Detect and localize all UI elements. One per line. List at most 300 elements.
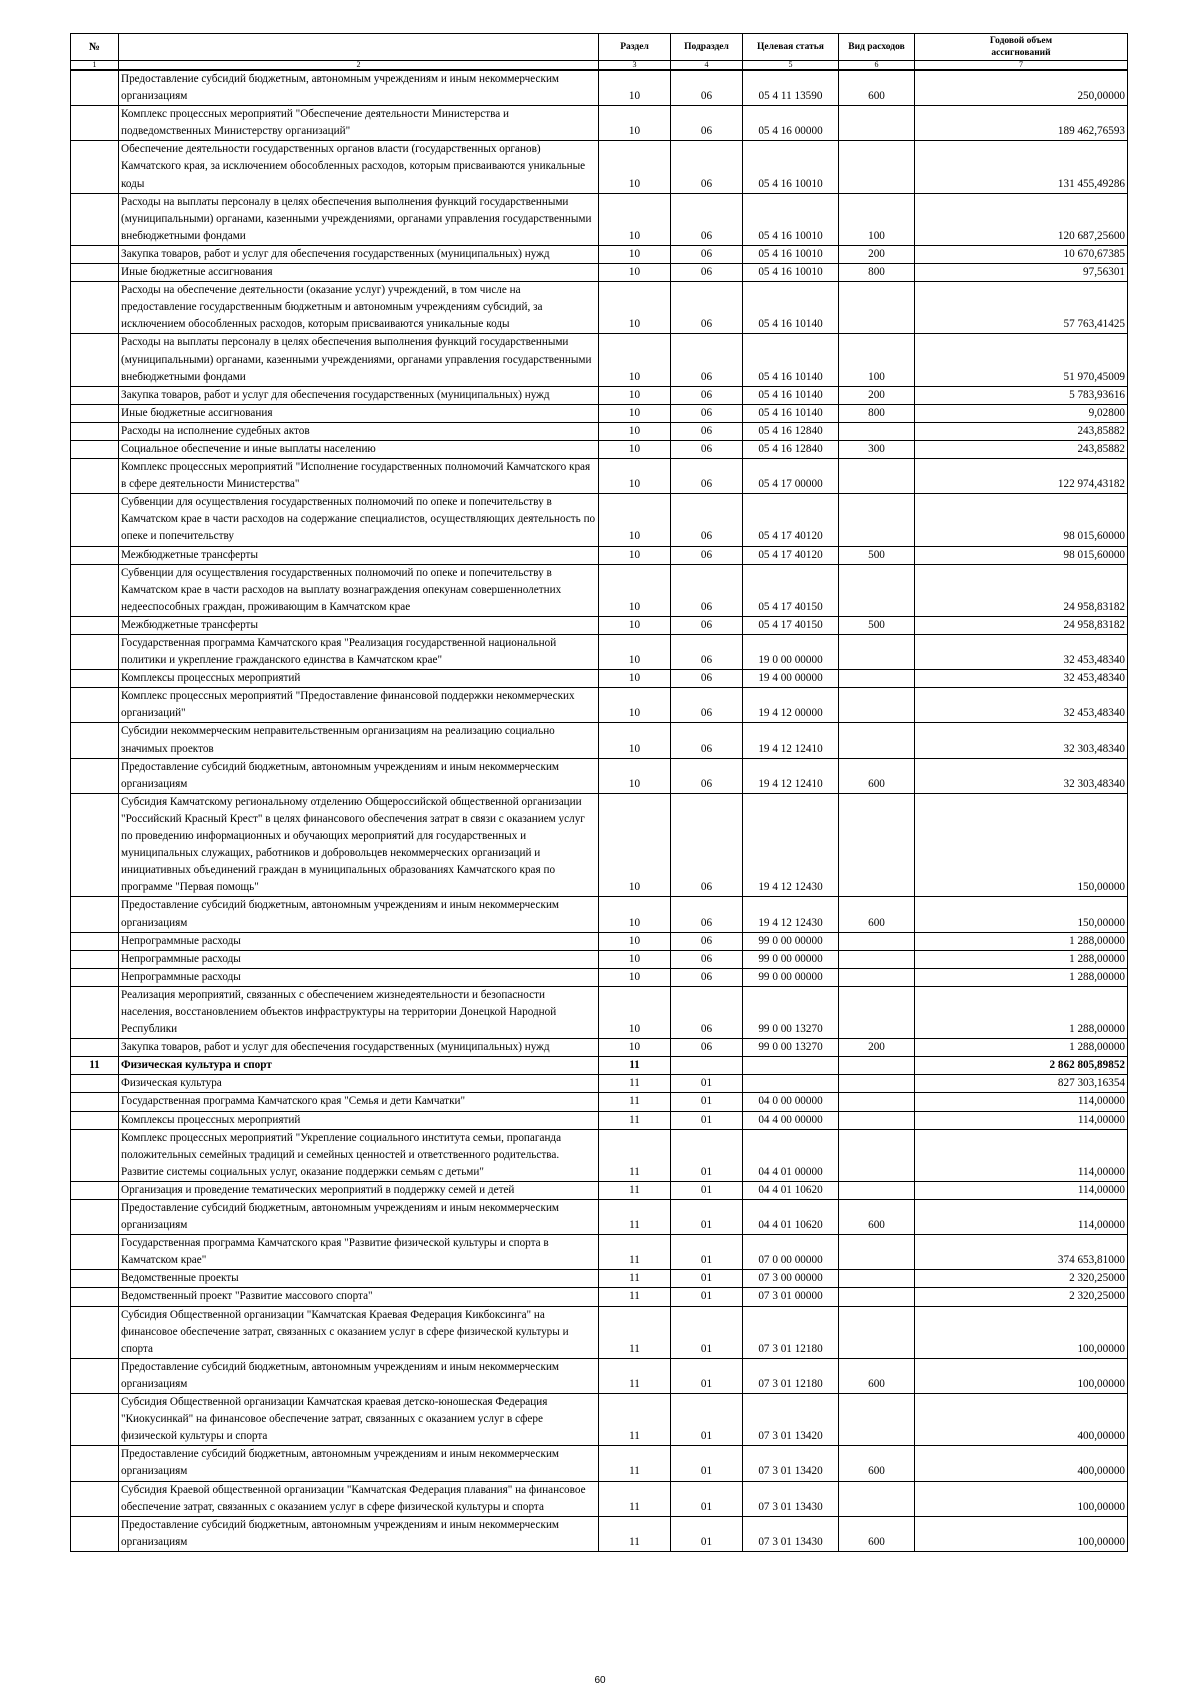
row-subsection-cell: 06: [671, 564, 743, 616]
row-subsection-cell: 06: [671, 986, 743, 1038]
row-name-cell: Расходы на выплаты персоналу в целях обеспечения выполнения функций государственными (муниципальными) органами, казенными учреждениями, органами управления государственными внебюджетными фондами: [119, 334, 599, 386]
row-number-cell: [71, 1516, 119, 1551]
row-subsection-cell: 06: [671, 245, 743, 263]
table-row: [71, 1481, 1128, 1516]
table-row: [71, 670, 1128, 688]
row-target-cell: 07 3 01 13430: [743, 1516, 839, 1551]
row-expense-type-cell: [839, 1306, 915, 1358]
row-number-cell: [71, 635, 119, 670]
row-amount-cell: 114,00000: [915, 1129, 1128, 1181]
row-number-cell: [71, 1200, 119, 1235]
row-target-cell: 05 4 17 40120: [743, 494, 839, 546]
row-number-cell: [71, 1394, 119, 1446]
row-target-cell: 04 4 00 00000: [743, 1111, 839, 1129]
row-number-cell: [71, 1235, 119, 1270]
row-number-cell: [71, 793, 119, 897]
row-target-cell: 19 4 12 12430: [743, 793, 839, 897]
row-section-cell: 10: [599, 459, 671, 494]
row-expense-type-cell: [839, 1235, 915, 1270]
row-amount-cell: 57 763,41425: [915, 282, 1128, 334]
row-expense-type-cell: [839, 1481, 915, 1516]
table-row: [71, 494, 1128, 546]
row-subsection-cell: 01: [671, 1358, 743, 1393]
row-subsection-cell: 06: [671, 264, 743, 282]
row-number-cell: 11: [71, 1057, 119, 1075]
table-row: [71, 758, 1128, 793]
row-expense-type-cell: 200: [839, 1039, 915, 1057]
row-section-cell: 11: [599, 1093, 671, 1111]
row-amount-cell: 100,00000: [915, 1516, 1128, 1551]
row-target-cell: 07 3 01 12180: [743, 1306, 839, 1358]
row-subsection-cell: 06: [671, 968, 743, 986]
row-expense-type-cell: 600: [839, 1200, 915, 1235]
table-row: [71, 897, 1128, 932]
table-row: [71, 1358, 1128, 1393]
table-row: [71, 1288, 1128, 1306]
row-name-cell: Непрограммные расходы: [119, 932, 599, 950]
row-name-cell: Субвенции для осуществления государственных полномочий по опеке и попечительству в Камчатском крае в части расходов на содержание специалистов, осуществляющих деятельность по опеке и попечительству: [119, 494, 599, 546]
row-number-cell: [71, 264, 119, 282]
row-subsection-cell: 01: [671, 1200, 743, 1235]
row-subsection-cell: 06: [671, 459, 743, 494]
table-row: [71, 1093, 1128, 1111]
row-amount-cell: 120 687,25600: [915, 193, 1128, 245]
row-section-cell: 10: [599, 986, 671, 1038]
row-name-cell: Обеспечение деятельности государственных органов власти (государственных органов) Камчатского края, за исключением обособленных расходов, которым присваиваются уникальные коды: [119, 141, 599, 193]
row-expense-type-cell: [839, 932, 915, 950]
row-name-cell: Организация и проведение тематических мероприятий в поддержку семей и детей: [119, 1181, 599, 1199]
row-name-cell: Закупка товаров, работ и услуг для обеспечения государственных (муниципальных) нужд: [119, 1039, 599, 1057]
row-expense-type-cell: [839, 459, 915, 494]
row-amount-cell: 100,00000: [915, 1306, 1128, 1358]
row-section-cell: 10: [599, 897, 671, 932]
row-number-cell: [71, 897, 119, 932]
row-expense-type-cell: [839, 422, 915, 440]
row-expense-type-cell: 600: [839, 758, 915, 793]
row-number-cell: [71, 546, 119, 564]
row-number-cell: [71, 1075, 119, 1093]
header-expense-type: Вид расходов: [839, 34, 915, 61]
row-expense-type-cell: [839, 968, 915, 986]
table-row: [71, 245, 1128, 263]
row-target-cell: 05 4 17 40120: [743, 546, 839, 564]
row-amount-cell: 400,00000: [915, 1446, 1128, 1481]
row-target-cell: 05 4 17 00000: [743, 459, 839, 494]
row-target-cell: 04 4 01 00000: [743, 1129, 839, 1181]
budget-table-sheet: [70, 33, 1127, 1552]
row-section-cell: 10: [599, 70, 671, 106]
row-amount-cell: 243,85882: [915, 422, 1128, 440]
row-amount-cell: 243,85882: [915, 440, 1128, 458]
row-section-cell: 11: [599, 1057, 671, 1075]
row-amount-cell: 1 288,00000: [915, 968, 1128, 986]
row-subsection-cell: 06: [671, 106, 743, 141]
row-expense-type-cell: [839, 688, 915, 723]
row-amount-cell: 2 320,25000: [915, 1288, 1128, 1306]
header-target: Целевая статья: [743, 34, 839, 61]
row-subsection-cell: 01: [671, 1235, 743, 1270]
table-row: [71, 723, 1128, 758]
table-row: [71, 1235, 1128, 1270]
row-target-cell: 07 3 00 00000: [743, 1270, 839, 1288]
row-amount-cell: 97,56301: [915, 264, 1128, 282]
row-section-cell: 11: [599, 1075, 671, 1093]
row-target-cell: 99 0 00 00000: [743, 932, 839, 950]
row-target-cell: 04 4 01 10620: [743, 1181, 839, 1199]
table-row: [71, 334, 1128, 386]
row-amount-cell: 1 288,00000: [915, 1039, 1128, 1057]
row-name-cell: Предоставление субсидий бюджетным, автономным учреждениям и иным некоммерческим организациям: [119, 897, 599, 932]
row-name-cell: Комплексы процессных мероприятий: [119, 670, 599, 688]
row-number-cell: [71, 968, 119, 986]
table-row: [71, 1181, 1128, 1199]
row-section-cell: 10: [599, 422, 671, 440]
row-amount-cell: 114,00000: [915, 1111, 1128, 1129]
row-name-cell: Ведомственный проект "Развитие массового спорта": [119, 1288, 599, 1306]
row-name-cell: Комплексы процессных мероприятий: [119, 1111, 599, 1129]
row-section-cell: 11: [599, 1200, 671, 1235]
row-expense-type-cell: [839, 793, 915, 897]
row-subsection-cell: [671, 1057, 743, 1075]
row-section-cell: 11: [599, 1394, 671, 1446]
row-target-cell: 07 0 00 00000: [743, 1235, 839, 1270]
row-target-cell: 05 4 16 12840: [743, 440, 839, 458]
row-name-cell: Комплекс процессных мероприятий "Предоставление финансовой поддержки некоммерческих организаций": [119, 688, 599, 723]
table-row: [71, 1057, 1128, 1075]
row-expense-type-cell: [839, 986, 915, 1038]
row-subsection-cell: 01: [671, 1181, 743, 1199]
row-subsection-cell: 06: [671, 723, 743, 758]
table-row: [71, 1306, 1128, 1358]
column-number-row: [71, 61, 1128, 71]
row-name-cell: Межбюджетные трансферты: [119, 616, 599, 634]
row-amount-cell: 98 015,60000: [915, 546, 1128, 564]
row-number-cell: [71, 494, 119, 546]
row-number-cell: [71, 616, 119, 634]
row-section-cell: 10: [599, 494, 671, 546]
row-name-cell: Закупка товаров, работ и услуг для обеспечения государственных (муниципальных) нужд: [119, 386, 599, 404]
column-number: 5: [743, 61, 839, 71]
table-row: [71, 564, 1128, 616]
row-amount-cell: 32 303,48340: [915, 723, 1128, 758]
row-subsection-cell: 06: [671, 897, 743, 932]
column-number: 2: [119, 61, 599, 71]
row-expense-type-cell: 500: [839, 546, 915, 564]
row-name-cell: Комплекс процессных мероприятий "Обеспечение деятельности Министерства и подведомственных Министерству организаций": [119, 106, 599, 141]
row-expense-type-cell: [839, 1129, 915, 1181]
row-target-cell: 05 4 16 10140: [743, 404, 839, 422]
table-row: [71, 70, 1128, 106]
row-number-cell: [71, 1358, 119, 1393]
row-amount-cell: 150,00000: [915, 897, 1128, 932]
row-number-cell: [71, 459, 119, 494]
row-subsection-cell: 01: [671, 1446, 743, 1481]
row-subsection-cell: 06: [671, 758, 743, 793]
row-name-cell: Комплекс процессных мероприятий "Исполнение государственных полномочий Камчатского края в сфере деятельности Министерства": [119, 459, 599, 494]
column-number: 1: [71, 61, 119, 71]
row-amount-cell: 189 462,76593: [915, 106, 1128, 141]
row-subsection-cell: 06: [671, 1039, 743, 1057]
budget-table: [70, 33, 1128, 1552]
row-section-cell: 11: [599, 1129, 671, 1181]
row-name-cell: Расходы на обеспечение деятельности (оказание услуг) учреждений, в том числе на предоставление государственным бюджетным и автономным учреждениям субсидий, за исключением обособленных расходов, которым присваиваются уникальные коды: [119, 282, 599, 334]
table-row: [71, 1111, 1128, 1129]
row-name-cell: Предоставление субсидий бюджетным, автономным учреждениям и иным некоммерческим организациям: [119, 1446, 599, 1481]
row-amount-cell: 24 958,83182: [915, 564, 1128, 616]
row-section-cell: 11: [599, 1288, 671, 1306]
table-row: [71, 1129, 1128, 1181]
row-amount-cell: 32 453,48340: [915, 688, 1128, 723]
table-row: [71, 616, 1128, 634]
row-number-cell: [71, 404, 119, 422]
row-section-cell: 10: [599, 386, 671, 404]
table-row: [71, 404, 1128, 422]
row-name-cell: Непрограммные расходы: [119, 968, 599, 986]
table-row: [71, 1446, 1128, 1481]
row-amount-cell: 1 288,00000: [915, 932, 1128, 950]
table-row: [71, 546, 1128, 564]
header-amount: Годовой объем ассигнований: [915, 34, 1128, 61]
row-name-cell: Социальное обеспечение и иные выплаты населению: [119, 440, 599, 458]
row-number-cell: [71, 723, 119, 758]
row-subsection-cell: 06: [671, 440, 743, 458]
row-expense-type-cell: 100: [839, 193, 915, 245]
row-amount-cell: 250,00000: [915, 70, 1128, 106]
row-amount-cell: 1 288,00000: [915, 986, 1128, 1038]
row-expense-type-cell: [839, 1394, 915, 1446]
row-target-cell: 19 4 00 00000: [743, 670, 839, 688]
table-row: [71, 1270, 1128, 1288]
row-target-cell: 07 3 01 12180: [743, 1358, 839, 1393]
row-expense-type-cell: 100: [839, 334, 915, 386]
row-amount-cell: 100,00000: [915, 1358, 1128, 1393]
row-section-cell: 10: [599, 793, 671, 897]
row-amount-cell: 150,00000: [915, 793, 1128, 897]
header-subsection: Подраздел: [671, 34, 743, 61]
table-row: [71, 193, 1128, 245]
row-section-cell: 11: [599, 1481, 671, 1516]
row-expense-type-cell: 300: [839, 440, 915, 458]
row-subsection-cell: 01: [671, 1394, 743, 1446]
row-name-cell: Государственная программа Камчатского края "Развитие физической культуры и спорта в Камчатском крае": [119, 1235, 599, 1270]
row-name-cell: Ведомственные проекты: [119, 1270, 599, 1288]
row-section-cell: 10: [599, 950, 671, 968]
row-number-cell: [71, 950, 119, 968]
row-expense-type-cell: 600: [839, 897, 915, 932]
row-number-cell: [71, 440, 119, 458]
table-row: [71, 264, 1128, 282]
row-name-cell: Субсидия Общественной организации Камчатская краевая детско-юношеская Федерация "Киокусинкай" на финансовое обеспечение затрат, связанных с оказанием услуг в сфере физической культуры и спорта: [119, 1394, 599, 1446]
row-name-cell: Субсидия Камчатскому региональному отделению Общероссийской общественной организации "Российский Красный Крест" в целях финансового обеспечения затрат в связи с оказанием услуг по проведению информационных и обучающих мероприятий для государственных и муниципальных служащих, работников и добровольцев некоммерческих организаций и инициативных объединений граждан в муниципальных образованиях Камчатского края по программе "Первая помощь": [119, 793, 599, 897]
row-name-cell: Предоставление субсидий бюджетным, автономным учреждениям и иным некоммерческим организациям: [119, 1358, 599, 1393]
row-section-cell: 11: [599, 1270, 671, 1288]
row-amount-cell: 374 653,81000: [915, 1235, 1128, 1270]
row-amount-cell: 131 455,49286: [915, 141, 1128, 193]
row-name-cell: Непрограммные расходы: [119, 950, 599, 968]
row-subsection-cell: 06: [671, 334, 743, 386]
row-amount-cell: 1 288,00000: [915, 950, 1128, 968]
table-row: [71, 968, 1128, 986]
row-section-cell: 10: [599, 968, 671, 986]
row-expense-type-cell: [839, 635, 915, 670]
table-row: [71, 459, 1128, 494]
row-section-cell: 11: [599, 1181, 671, 1199]
header-section: Раздел: [599, 34, 671, 61]
row-number-cell: [71, 758, 119, 793]
row-section-cell: 10: [599, 440, 671, 458]
table-row: [71, 1200, 1128, 1235]
row-expense-type-cell: 600: [839, 1358, 915, 1393]
row-subsection-cell: 01: [671, 1481, 743, 1516]
row-name-cell: Субвенции для осуществления государственных полномочий по опеке и попечительству в Камчатском крае в части расходов на выплату вознаграждения опекунам совершеннолетних недееспособных граждан, проживающим в Камчатском крае: [119, 564, 599, 616]
row-target-cell: 05 4 17 40150: [743, 616, 839, 634]
header-name: [119, 34, 599, 61]
row-name-cell: Комплекс процессных мероприятий "Укрепление социального института семьи, пропаганда положительных семейных традиций и семейных ценностей и ответственного родительства. Развитие системы социальных услуг, оказание поддержки семьям с детьми": [119, 1129, 599, 1181]
row-section-cell: 10: [599, 564, 671, 616]
row-target-cell: 05 4 11 13590: [743, 70, 839, 106]
row-expense-type-cell: 200: [839, 245, 915, 263]
row-target-cell: 07 3 01 00000: [743, 1288, 839, 1306]
row-subsection-cell: 01: [671, 1075, 743, 1093]
row-subsection-cell: 06: [671, 282, 743, 334]
table-row: [71, 950, 1128, 968]
row-number-cell: [71, 334, 119, 386]
row-name-cell: Реализация мероприятий, связанных с обеспечением жизнедеятельности и безопасности населения, восстановлением объектов инфраструктуры на территории Донецкой Народной Республики: [119, 986, 599, 1038]
row-amount-cell: 100,00000: [915, 1481, 1128, 1516]
row-expense-type-cell: 600: [839, 1446, 915, 1481]
row-target-cell: 05 4 16 00000: [743, 106, 839, 141]
row-number-cell: [71, 670, 119, 688]
row-subsection-cell: 01: [671, 1129, 743, 1181]
row-target-cell: [743, 1057, 839, 1075]
row-name-cell: Предоставление субсидий бюджетным, автономным учреждениям и иным некоммерческим организациям: [119, 758, 599, 793]
row-expense-type-cell: 800: [839, 404, 915, 422]
row-subsection-cell: 06: [671, 616, 743, 634]
row-amount-cell: 51 970,45009: [915, 334, 1128, 386]
row-amount-cell: 114,00000: [915, 1181, 1128, 1199]
row-section-cell: 11: [599, 1358, 671, 1393]
row-number-cell: [71, 1288, 119, 1306]
table-row: [71, 106, 1128, 141]
row-subsection-cell: 06: [671, 546, 743, 564]
row-subsection-cell: 06: [671, 932, 743, 950]
row-expense-type-cell: 200: [839, 386, 915, 404]
table-row: [71, 688, 1128, 723]
row-number-cell: [71, 386, 119, 404]
table-row: [71, 932, 1128, 950]
row-subsection-cell: 01: [671, 1288, 743, 1306]
row-expense-type-cell: [839, 1093, 915, 1111]
row-subsection-cell: 06: [671, 193, 743, 245]
row-target-cell: 05 4 16 12840: [743, 422, 839, 440]
row-number-cell: [71, 1093, 119, 1111]
row-number-cell: [71, 564, 119, 616]
row-expense-type-cell: [839, 1057, 915, 1075]
row-target-cell: 05 4 16 10140: [743, 334, 839, 386]
row-subsection-cell: 06: [671, 386, 743, 404]
row-section-cell: 10: [599, 546, 671, 564]
row-expense-type-cell: [839, 282, 915, 334]
row-subsection-cell: 06: [671, 688, 743, 723]
row-subsection-cell: 06: [671, 793, 743, 897]
row-name-cell: Государственная программа Камчатского края "Семья и дети Камчатки": [119, 1093, 599, 1111]
row-name-cell: Расходы на исполнение судебных актов: [119, 422, 599, 440]
table-row: [71, 282, 1128, 334]
row-expense-type-cell: [839, 670, 915, 688]
table-row: [71, 440, 1128, 458]
row-target-cell: 05 4 16 10010: [743, 264, 839, 282]
row-amount-cell: 122 974,43182: [915, 459, 1128, 494]
table-row: [71, 793, 1128, 897]
row-number-cell: [71, 193, 119, 245]
row-section-cell: 10: [599, 616, 671, 634]
row-name-cell: Иные бюджетные ассигнования: [119, 264, 599, 282]
row-number-cell: [71, 1111, 119, 1129]
row-section-cell: 11: [599, 1446, 671, 1481]
row-amount-cell: 400,00000: [915, 1394, 1128, 1446]
row-number-cell: [71, 1306, 119, 1358]
row-number-cell: [71, 1446, 119, 1481]
row-amount-cell: 114,00000: [915, 1200, 1128, 1235]
row-number-cell: [71, 282, 119, 334]
row-target-cell: 05 4 17 40150: [743, 564, 839, 616]
row-name-cell: Государственная программа Камчатского края "Реализация государственной национальной политики и укрепление гражданского единства в Камчатском крае": [119, 635, 599, 670]
row-name-cell: Предоставление субсидий бюджетным, автономным учреждениям и иным некоммерческим организациям: [119, 1200, 599, 1235]
row-target-cell: 99 0 00 00000: [743, 968, 839, 986]
row-target-cell: 05 4 16 10140: [743, 282, 839, 334]
row-expense-type-cell: [839, 494, 915, 546]
table-row: [71, 386, 1128, 404]
row-target-cell: 05 4 16 10010: [743, 193, 839, 245]
row-target-cell: 05 4 16 10010: [743, 141, 839, 193]
row-section-cell: 10: [599, 141, 671, 193]
row-name-cell: Физическая культура и спорт: [119, 1057, 599, 1075]
row-subsection-cell: 01: [671, 1306, 743, 1358]
row-amount-cell: 32 303,48340: [915, 758, 1128, 793]
row-expense-type-cell: [839, 564, 915, 616]
row-target-cell: 05 4 16 10010: [743, 245, 839, 263]
row-target-cell: 04 4 01 10620: [743, 1200, 839, 1235]
row-subsection-cell: 06: [671, 70, 743, 106]
row-number-cell: [71, 70, 119, 106]
row-amount-cell: 2 862 805,89852: [915, 1057, 1128, 1075]
row-number-cell: [71, 1181, 119, 1199]
row-name-cell: Субсидия Краевой общественной организации "Камчатская Федерация плавания" на финансовое обеспечение затрат, связанных с оказанием услуг в сфере физической культуры и спорта: [119, 1481, 599, 1516]
table-row: [71, 1075, 1128, 1093]
table-row: [71, 1394, 1128, 1446]
row-name-cell: Физическая культура: [119, 1075, 599, 1093]
table-row: [71, 422, 1128, 440]
row-expense-type-cell: 600: [839, 70, 915, 106]
row-section-cell: 10: [599, 670, 671, 688]
row-section-cell: 10: [599, 245, 671, 263]
row-target-cell: 19 4 12 12410: [743, 758, 839, 793]
row-expense-type-cell: [839, 1288, 915, 1306]
table-header-row: [71, 34, 1128, 61]
row-name-cell: Иные бюджетные ассигнования: [119, 404, 599, 422]
row-number-cell: [71, 986, 119, 1038]
row-expense-type-cell: [839, 106, 915, 141]
row-number-cell: [71, 141, 119, 193]
row-name-cell: Предоставление субсидий бюджетным, автономным учреждениям и иным некоммерческим организациям: [119, 70, 599, 106]
row-number-cell: [71, 1481, 119, 1516]
row-amount-cell: 114,00000: [915, 1093, 1128, 1111]
row-target-cell: 19 0 00 00000: [743, 635, 839, 670]
row-expense-type-cell: 800: [839, 264, 915, 282]
row-number-cell: [71, 688, 119, 723]
row-target-cell: 05 4 16 10140: [743, 386, 839, 404]
header-no: №: [71, 34, 119, 61]
